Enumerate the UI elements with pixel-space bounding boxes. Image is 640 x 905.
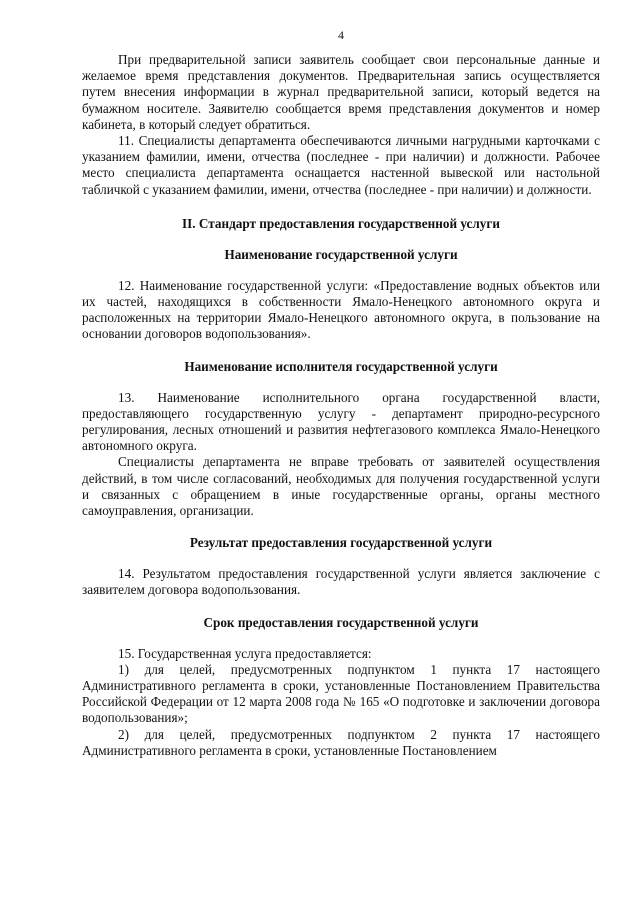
paragraph-13-specialists: Специалисты департамента не вправе требовать от заявителей осуществления действий, в том числе согласований, необходимых для получения государственной услуги и связанных с обращением в иные государственные органы, органы местного самоуправления, организации. — [82, 454, 600, 519]
document-page — [82, 28, 600, 759]
heading-service-name: Наименование государственной услуги — [224, 246, 458, 262]
heading-term: Срок предоставления государственной услуги — [203, 614, 479, 630]
heading-result: Результат предоставления государственной услуги — [189, 535, 493, 551]
paragraph-12: 12. Наименование государственной услуги: «Предоставление водных объектов или их частей, находящихся в собственности Ямало-Ненецкого автономного округа и расположенных на территории Ямало-Ненецкого автономного округа, в пользование на основании договоров водопользования». — [82, 277, 600, 342]
paragraph-preliminary-registration: При предварительной записи заявитель сообщает свои персональные данные и желаемое время представления документов. Предварительная запись осуществляется путем внесения информации в журнал предварительной записи, который ведется на бумажном носителе. Заявителю сообщается время представления документов и номер кабинета, в который следует обратиться. — [82, 52, 600, 132]
paragraph-15-item-2: 2) для целей, предусмотренных подпунктом 2 пункта 17 настоящего Административного регламента в сроки, установленные Постановлением — [82, 726, 600, 758]
paragraph-14: 14. Результатом предоставления государственной услуги является заключение с заявителем договора водопользования. — [82, 566, 600, 598]
paragraph-13: 13. Наименование исполнительного органа государственной власти, предоставляющего государственную услугу - департамент природно-ресурсного регулирования, лесных отношений и развития нефтегазового комплекса Ямало-Ненецкого автономного округа. — [82, 389, 600, 454]
page-number: 4 — [338, 28, 344, 42]
paragraph-11: 11. Специалисты департамента обеспечиваются личными нагрудными карточками с указанием фамилии, имени, отчества (последнее - при наличии) и должности. Рабочее место специалиста департамента оснащается настенной вывеской или настольной табличкой с указанием фамилии, имени, отчества (последнее - при наличии) и должности. — [82, 133, 600, 197]
heading-executor: Наименование исполнителя государственной услуги — [184, 358, 498, 374]
paragraph-15-item-1: 1) для целей, предусмотренных подпунктом 1 пункта 17 настоящего Административного регламента в сроки, установленные Постановлением Правительства Российской Федерации от 12 марта 2008 года № 165 «О подготовке и заключении договора водопользования»; — [82, 661, 600, 726]
section-heading: II. Стандарт предоставления государственной услуги — [182, 215, 500, 231]
paragraph-15: 15. Государственная услуга предоставляется: — [118, 645, 372, 661]
